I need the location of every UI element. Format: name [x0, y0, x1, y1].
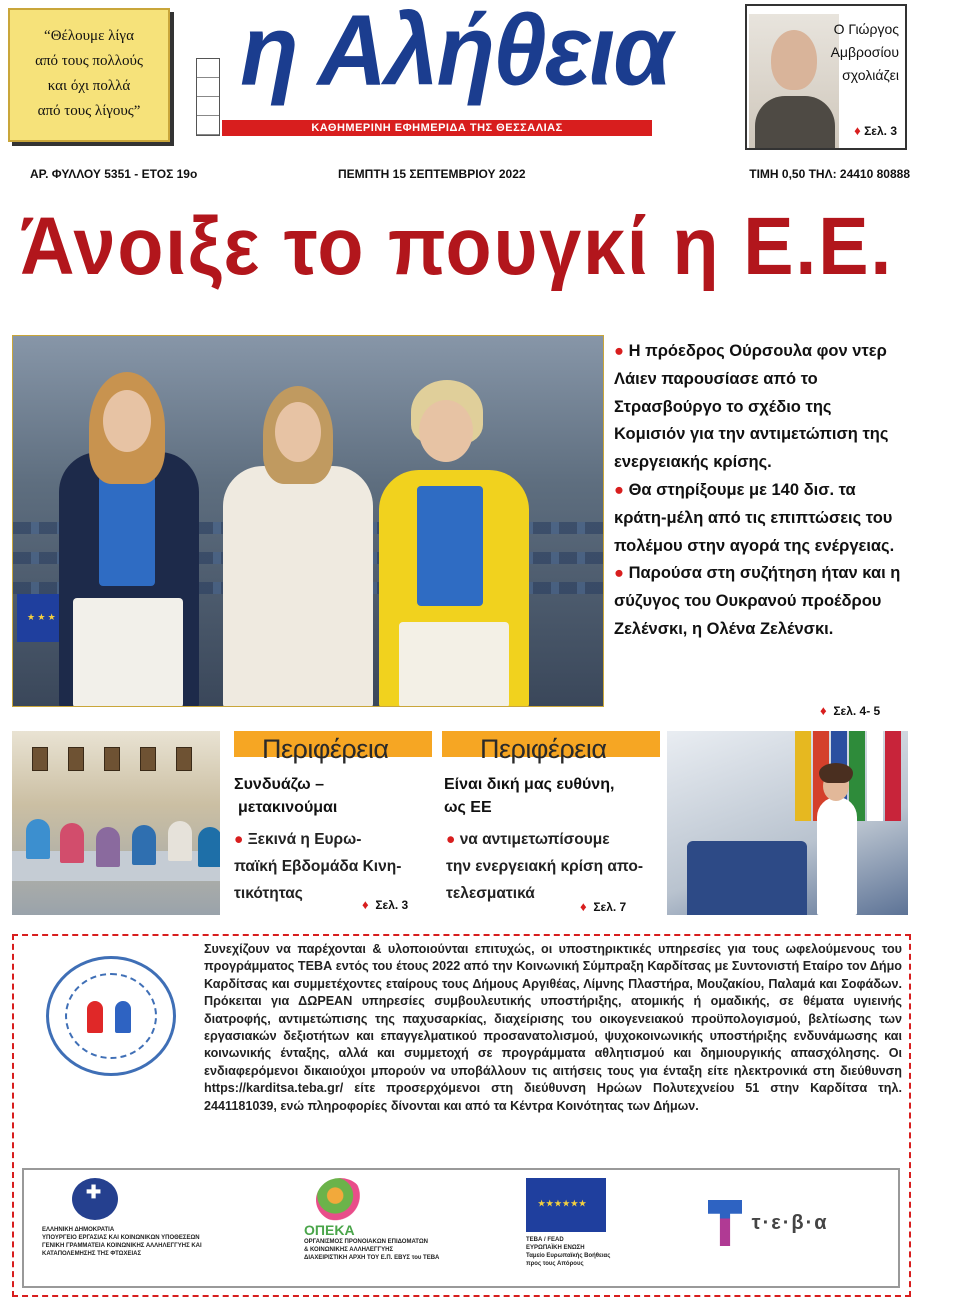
sponsor-teba [708, 1200, 888, 1246]
page-ref-text: Σελ. 3 [375, 898, 409, 912]
body-line: τικότητας [234, 885, 303, 902]
section2-title[interactable] [444, 773, 662, 819]
bullet-text: Παρούσα στη συζήτηση ήταν και η σύζυγος του Ουκρανού προέδρου Ζελένσκι, η Ολένα Ζελένσκι. [614, 564, 901, 638]
sponsor-name: τ·ε·β·α [751, 1212, 829, 1234]
bullet-icon: ● [234, 831, 244, 848]
bullet-icon: ● [614, 480, 624, 499]
main-headline[interactable]: Άνοιξε το πουγκί η Ε.Ε. [20, 201, 894, 292]
body-line: παϊκή Εβδομάδα Κινη- [234, 858, 402, 875]
sponsor-ministry [42, 1178, 302, 1258]
bullet-icon: ● [614, 342, 624, 360]
quote-line: και όχι πολλά [47, 78, 131, 94]
social-partnership-logo [46, 956, 176, 1076]
body-line: να αντιμετωπίσουμε [459, 831, 610, 848]
title-line: ως ΕΕ [444, 799, 492, 816]
bullet-item [614, 338, 904, 477]
bullet-text: Θα στηρίξουμε με 140 δισ. τα κράτη-μέλη από τις επιπτώσεις του πολέμου στην αγορά της ενέργειας. [614, 480, 895, 555]
body-line: Ξεκινά η Ευρω- [247, 831, 362, 848]
sponsor-strip [22, 1168, 900, 1288]
sponsor-line: ΟΡΓΑΝΙΣΜΟΣ ΠΡΟΝΟΙΑΚΩΝ ΕΠΙΔΟΜΑΤΩΝ [304, 1239, 428, 1245]
sponsor-line: ΚΑΤΑΠΟΛΕΜΗΣΗΣ ΤΗΣ ΦΤΩΧΕΙΑΣ [42, 1251, 142, 1257]
sponsor-line: ΓΕΝΙΚΗ ΓΡΑΜΜΑΤΕΙΑ ΚΟΙΝΩΝΙΚΗΣ ΑΛΛΗΛΕΓΓΥΗΣ ΚΑΙ [42, 1243, 202, 1249]
sponsor-line: & ΚΟΙΝΩΝΙΚΗΣ ΑΛΛΗΛΕΓΓΥΗΣ [304, 1247, 394, 1253]
sponsor-line: ΔΙΑΧΕΙΡΙΣΤΙΚΗ ΑΡΧΗ ΤΟΥ Ε.Π. ΕΒΥΣ του ΤΕΒΑ [304, 1255, 440, 1261]
masthead-logo[interactable] [240, 0, 700, 118]
diamond-icon: ♦ [362, 897, 369, 912]
section1-body [234, 826, 434, 907]
title-line: Συνδυάζω – [234, 776, 324, 793]
diamond-icon: ♦ [820, 703, 827, 718]
section1-label: Περιφέρεια [262, 734, 389, 764]
title-line: μετακινούμαι [238, 799, 338, 816]
sponsor-line: ΤΕΒΑ / FEAD [526, 1237, 564, 1243]
greek-emblem-icon [72, 1178, 118, 1220]
columnist-photo [749, 14, 839, 148]
issue-info-bar [30, 167, 910, 185]
main-story-photo[interactable] [12, 335, 604, 707]
page-ref-text: Σελ. 4- 5 [833, 704, 881, 718]
sponsor-line: προς τους Απόρους [526, 1261, 584, 1267]
columnist-box[interactable] [745, 4, 907, 150]
quote-box [8, 8, 170, 142]
bullet-icon: ● [446, 831, 456, 848]
quote-line: από τους πολλούς [35, 53, 143, 69]
section1-photo[interactable] [12, 731, 220, 915]
issue-number: ΑΡ. ΦΥΛΛΟΥ 5351 - ΕΤΟΣ 19ο [30, 167, 198, 181]
quote-line: από τους λίγους” [37, 103, 141, 119]
bullet-item [614, 560, 904, 643]
columnist-name-line: σχολιάζει [842, 67, 899, 83]
columnist-name-line: Ο Γιώργος [833, 21, 899, 37]
price-phone: ΤΙΜΗ 0,50 ΤΗΛ: 24410 80888 [749, 167, 910, 181]
columnist-page-ref [854, 123, 897, 138]
opeka-tree-icon [316, 1178, 364, 1222]
section2-body [446, 826, 662, 907]
title-line: Είναι δική μας ευθύνη, [444, 776, 615, 793]
sponsor-opeka [304, 1178, 504, 1262]
sponsor-line: Ταμείο Ευρωπαϊκής Βοήθειας [526, 1253, 611, 1259]
columnist-name [829, 18, 899, 87]
eu-flag-icon [526, 1178, 606, 1232]
bullet-icon: ● [614, 564, 624, 583]
diamond-icon: ♦ [580, 899, 587, 914]
teba-ad[interactable] [12, 934, 911, 1297]
issue-date: ΠΕΜΠΤΗ 15 ΣΕΠΤΕΜΒΡΙΟΥ 2022 [338, 167, 526, 181]
masthead-title: η Αλήθεια [240, 0, 671, 107]
ad-text: Συνεχίζουν να παρέχονται & υλοποιούνται επιτυχώς, οι υποστηρικτικές υπηρεσίες για τους ωφελούμενους του προγράμματος ΤΕΒΑ εντός του έτους 2022 από την Κοινωνική Σύμπραξη Καρδίτσας με Συντονιστή Εταίρο τον Δήμο Καρδίτσας και συμμετέχοντες εταίρους τους Δήμους Αργιθέας, Λίμνης Πλαστήρα, Μουζακίου, Παλαμά και Σοφάδων. Πρόκειται για ΔΩΡΕΑΝ υπηρεσίες συμβουλευτικής υποστήριξης, ατομικής ή ομαδικής, σε θέματα υγιεινής διατροφής, αντιμετώπισης της παχυσαρκίας, διαχείρισης του οικογενειακού προϋπολογισμού, βελτίωσης των εργασιακών δεξιοτήτων και επαγγελματικού προσανατολισμού, ψυχοκοινωνικής υποστήριξης ενδυνάμωσης και κοινωνικής ένταξης, αλλά και συμμετοχή σε προγράμματα αθλητισμού και δημιουργικής απασχόλησης. Οι ενδιαφερόμενοι δικαιούχοι μπορούν να υποβάλλουν τις αιτήσεις τους για ένταξη είτε ηλεκτρονικά στη διεύθυνση https://karditsa.teba.gr/ είτε προσερχόμενοι στη διεύθυνση Ηρώων Πολυτεχνείου 51 στην Καρδίτσα τηλ. 2441181039, ενώ πληροφορίες δίνονται και από τα Κέντρα Κοινότητας των Δήμων. [204, 942, 902, 1113]
main-story-page-ref [820, 703, 880, 718]
sponsor-name: ΟΠΕΚΑ [304, 1222, 355, 1238]
section2-page-ref [580, 899, 626, 914]
section2-photo[interactable] [667, 731, 908, 915]
section1-page-ref [362, 897, 408, 912]
page-ref-text: Σελ. 7 [593, 900, 627, 914]
masthead-subtitle: ΚΑΘΗΜΕΡΙΝΗ ΕΦΗΜΕΡΙΔΑ ΤΗΣ ΘΕΣΣΑΛΙΑΣ [222, 120, 652, 136]
body-line: την ενεργειακή κρίση απο- [446, 858, 643, 875]
main-story-bullets [614, 338, 904, 644]
columnist-page-text: Σελ. 3 [864, 124, 897, 138]
quote-line: “Θέλουμε λίγα [44, 28, 134, 44]
sponsor-line: ΕΛΛΗΝΙΚΗ ΔΗΜΟΚΡΑΤΙΑ [42, 1227, 115, 1233]
section2-label: Περιφέρεια [480, 734, 607, 764]
sponsor-line: ΕΥΡΩΠΑΪΚΗ ΕΝΩΣΗ [526, 1245, 585, 1251]
press-seal-icon [196, 58, 220, 136]
body-line: τελεσματικά [446, 885, 535, 902]
teba-logo-icon [708, 1200, 742, 1246]
columnist-name-line: Αμβροσίου [830, 44, 899, 60]
sponsor-line: ΥΠΟΥΡΓΕΙΟ ΕΡΓΑΣΙΑΣ ΚΑΙ ΚΟΙΝΩΝΙΚΩΝ ΥΠΟΘΕΣΕΩΝ [42, 1235, 200, 1241]
bullet-text: Η πρόεδρος Ούρσουλα φον ντερ Λάιεν παρουσίασε από το Στρασβούργο το σχέδιο της Κομισιόν για την αντιμετώπιση της ενεργειακής κρίσης. [614, 342, 889, 472]
diamond-icon: ♦ [854, 123, 861, 138]
sponsor-eu [526, 1178, 666, 1268]
section1-title[interactable] [234, 773, 432, 819]
bullet-item [614, 477, 904, 560]
